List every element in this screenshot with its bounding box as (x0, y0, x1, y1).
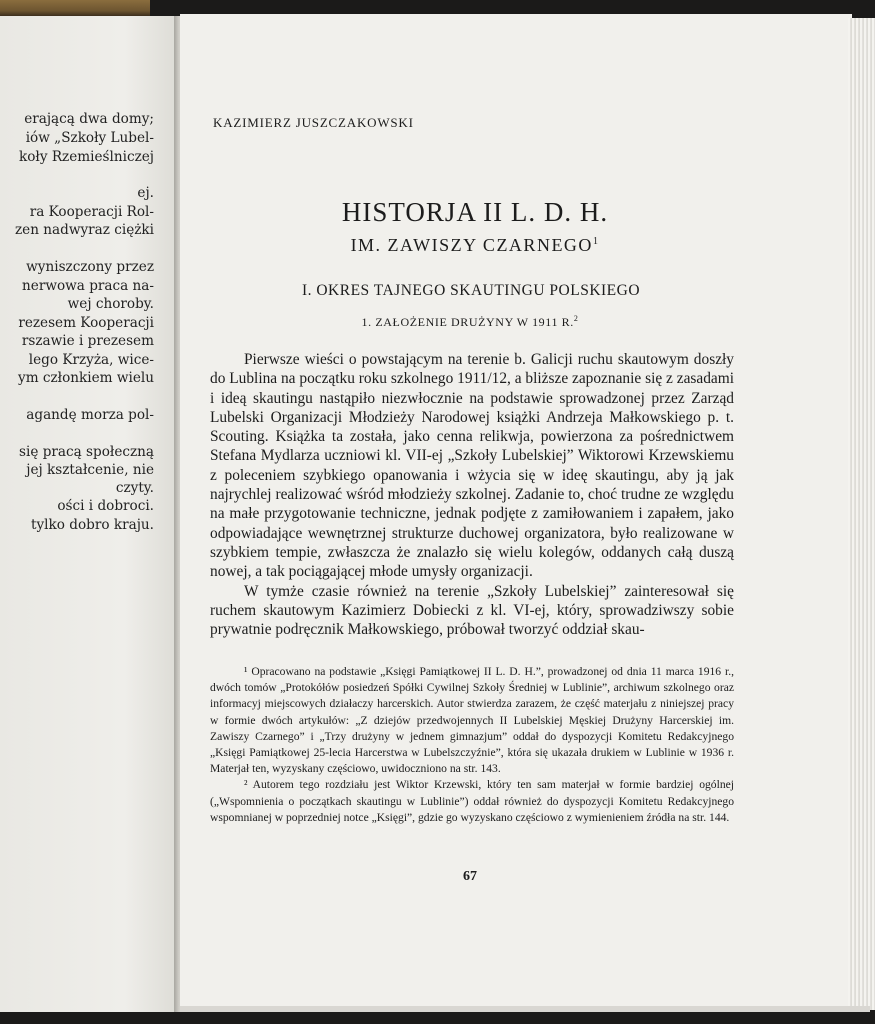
left-page-line: erającą dwa domy; (24, 111, 154, 127)
left-page-line: rszawie i prezesem (21, 333, 154, 349)
left-page-line: ym członkiem wielu (18, 370, 154, 386)
left-page-line: wej choroby. (67, 296, 154, 312)
left-page-line: ra Kooperacji Rol- (29, 204, 154, 220)
left-page-line: lego Krzyża, wice- (28, 352, 154, 368)
left-page-line: czyty. (115, 480, 154, 496)
body-text (210, 350, 734, 639)
left-page-line: wyniszczony przez (26, 259, 154, 275)
paragraph: Pierwsze wieści o powstającym na terenie b. Galicji ruchu skautowym doszły do Lublina na początku roku szkolnego 1911/12, a bliższe zapoznanie się z zasadami i ideą skautingu nastąpiło niezwłocznie na podstawie sprowadzonej przez Zarząd Lubelski Organizacji Młodzieży Narodowej książki Andrzeja Małkowskiego p. t. Scouting. Książka ta została, jako cenna relikwja, powierzona za pośrednictwem Stefana Mydlarza uczniowi kl. VII-ej „Szkoły Lubelskiej” Wiktorowi Krzewskiemu z poleceniem szybkiego opanowania i wżycia się w ideę skautingu, aby ją jak najrychlej realizować wśród młodzieży szkolnej. Zadanie to, choć trudne ze względu na małe przygotowanie techniczne, jednak podjęte z zamiłowaniem i zapałem, jako odpowiadające wewnętrznej strukturze duchowej organizatora, było realizowane w szybkiem tempie, zwłaszcza że znalazło się wielu kolegów, oddanych całą duszą nowej, a tak pociągającej młode umysły organizacji. (210, 351, 734, 581)
left-page-line: koły Rzemieślniczej (18, 149, 154, 165)
right-page (180, 14, 852, 1010)
footnote: ² Autorem tego rozdziału jest Wiktor Krzewski, który ten sam materjał w formie bardziej ogólnej („Wspomnienia o początkach skautingu w Lublinie”) oddał również do dyspozycji Komitetu Redakcyjnego wspomnianej w poprzedniej notce „Księgi”, gdzie go wyzyskano częściowo z wymienieniem źródła na str. 144. (210, 778, 734, 824)
footnote-marker: 1 (592, 236, 600, 247)
left-page-line: iów „Szkoły Lubel- (25, 130, 154, 146)
left-page-line: agandę morza pol- (26, 407, 154, 423)
left-page (0, 16, 178, 1012)
author-name: KAZIMIERZ JUSZCZAKOWSKI (213, 115, 414, 130)
section-heading (180, 314, 760, 330)
left-page-line: rezesem Kooperacji (18, 315, 154, 331)
footnote: ¹ Opracowano na podstawie „Księgi Pamiątkowej II L. D. H.”, prowadzonej od dnia 11 marca 1916 r., dwóch tomów „Protokółów posiedzeń Spółki Cywilnej Szkoły Średniej w Lublinie”, archiwum szkolnego oraz informacyj miejscowych działaczy harcerskich. Autor stwierdza zarazem, że część materjału z niniejszej pracy w formie dwóch artykułów: „Z dziejów przedwojennych II Lubelskiej Męskiej Drużyny Harcerskiej im. Zawiszy Czarnego” i „Trzy drużyny w jednem gimnazjum” oddał do dyspozycji Komitetu Redakcyjnego „Księgi Pamiątkowej 25-lecia Harcerstwa w Lubelszczyźnie”, która się ukazała drukiem w Lublinie w 1936 r. Materjał ten, wyzyskany częściowo, uwidoczniono na str. 143. (210, 665, 734, 776)
left-page-line: się pracą społeczną (19, 444, 154, 460)
left-page-line: tylko dobro kraju. (31, 517, 154, 533)
left-page-line: zen nadwyraz ciężki (15, 222, 154, 238)
left-page-line: ej. (137, 185, 154, 201)
subtitle-text: IM. ZAWISZY CZARNEGO (350, 235, 593, 255)
paragraph: W tymże czasie również na terenie „Szkoły Lubelskiej” zainteresował się ruchem skautowym Kazimierz Dobiecki z kl. VI-ej, który, sprowadziwszy sobie prywatnie podręcznik Małkowskiego, próbował tworzyć oddział skau- (210, 582, 734, 639)
left-page-line: nerwowa praca na- (22, 278, 154, 294)
footnotes (210, 664, 734, 826)
page-edge-bottom (180, 1006, 870, 1012)
section-text: 1. ZAŁOŻENIE DRUŻYNY W 1911 R. (361, 315, 574, 329)
chapter-heading: I. OKRES TAJNEGO SKAUTINGU POLSKIEGO (301, 282, 641, 299)
page-subtitle (180, 235, 770, 256)
page-number: 67 (463, 869, 477, 884)
left-page-line: jej kształcenie, nie (26, 462, 154, 478)
left-page-line: ości i dobroci. (57, 498, 154, 514)
page-edges (848, 18, 875, 1010)
footnote-marker: 2 (573, 314, 579, 323)
page-title: HISTORJA II L. D. H. (341, 197, 609, 227)
